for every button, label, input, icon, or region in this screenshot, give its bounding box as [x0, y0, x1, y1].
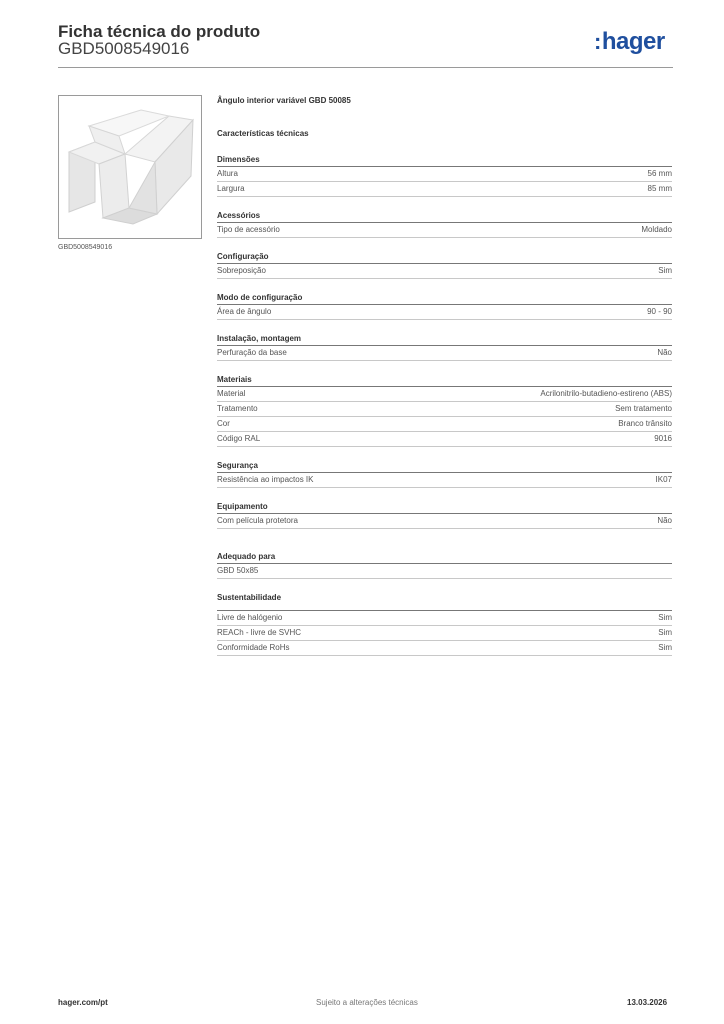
section-sustentabilidade — [217, 592, 672, 656]
spec-label: Conformidade RoHs — [217, 643, 290, 652]
spec-label: Material — [217, 389, 246, 398]
spec-row — [217, 223, 672, 238]
spec-row — [217, 564, 672, 579]
section-equipamento — [217, 501, 672, 529]
product-image-caption: GBD5008549016 — [58, 244, 113, 251]
spec-row — [217, 473, 672, 488]
spec-label: GBD 50x85 — [217, 566, 259, 575]
spec-label: REACh - livre de SVHC — [217, 628, 302, 637]
section-heading: Adequado para — [217, 551, 672, 564]
footer-website-link[interactable]: hager.com/pt — [58, 998, 108, 1007]
spec-row — [217, 514, 672, 529]
product-title: Ângulo interior variável GBD 50085 — [217, 96, 351, 105]
spec-label: Código RAL — [217, 434, 261, 443]
header-divider — [58, 67, 673, 68]
spec-value: Branco trânsito — [618, 419, 672, 428]
spec-row — [217, 417, 672, 432]
spec-value: 85 mm — [647, 184, 672, 193]
spec-row — [217, 641, 672, 656]
product-image — [58, 95, 202, 239]
spec-value: 90 - 90 — [647, 307, 672, 316]
section-heading: Equipamento — [217, 501, 672, 514]
section-heading: Sustentabilidade — [217, 592, 672, 611]
spec-label: Largura — [217, 184, 245, 193]
section-acessorios — [217, 210, 672, 238]
spec-value: Sim — [658, 628, 672, 637]
spec-value: Sim — [658, 266, 672, 275]
spec-row — [217, 387, 672, 402]
section-configuracao — [217, 251, 672, 279]
logo-colon: : — [594, 29, 601, 54]
section-heading: Segurança — [217, 460, 672, 473]
spec-row — [217, 167, 672, 182]
spec-row — [217, 264, 672, 279]
hager-logo[interactable] — [594, 28, 665, 56]
spec-row — [217, 305, 672, 320]
logo-text: hager — [601, 28, 665, 55]
spec-label: Livre de halógenio — [217, 613, 283, 622]
spec-label: Com película protetora — [217, 516, 298, 525]
spec-row — [217, 611, 672, 626]
spec-value: Sem tratamento — [615, 404, 672, 413]
spec-label: Tipo de acessório — [217, 225, 280, 234]
section-heading: Configuração — [217, 251, 672, 264]
spec-label: Tratamento — [217, 404, 258, 413]
spec-row — [217, 346, 672, 361]
section-heading: Materiais — [217, 374, 672, 387]
section-heading: Dimensões — [217, 154, 672, 167]
spec-value: Moldado — [641, 225, 672, 234]
spec-row — [217, 182, 672, 197]
technical-characteristics-heading: Características técnicas — [217, 129, 309, 138]
spec-value: IK07 — [655, 475, 672, 484]
section-heading: Instalação, montagem — [217, 333, 672, 346]
section-adequado-para — [217, 551, 672, 579]
spec-value: Sim — [658, 613, 672, 622]
spec-row — [217, 402, 672, 417]
page-title: Ficha técnica do produto — [58, 22, 261, 41]
section-modo-configuracao — [217, 292, 672, 320]
spec-value: 9016 — [654, 434, 672, 443]
section-dimensoes — [217, 154, 672, 197]
spec-label: Perfuração da base — [217, 348, 287, 357]
spec-value: 56 mm — [647, 169, 672, 178]
footer-date: 13.03.2026 — [627, 998, 668, 1007]
spec-label: Cor — [217, 419, 230, 428]
spec-row — [217, 432, 672, 447]
section-heading: Acessórios — [217, 210, 672, 223]
product-reference: GBD5008549016 — [58, 39, 190, 58]
spec-label: Sobreposição — [217, 266, 266, 275]
spec-label: Altura — [217, 169, 238, 178]
spec-label: Resistência ao impactos IK — [217, 475, 314, 484]
footer-disclaimer: Sujeito a alterações técnicas — [316, 998, 418, 1007]
spec-value: Sim — [658, 643, 672, 652]
product-photo-angle-fitting-icon — [59, 96, 201, 238]
section-materiais — [217, 374, 672, 447]
spec-value: Não — [657, 348, 672, 357]
section-heading: Modo de configuração — [217, 292, 672, 305]
spec-value: Acrilonitrilo-butadieno-estireno (ABS) — [540, 389, 672, 398]
spec-row — [217, 626, 672, 641]
spec-content — [217, 96, 672, 656]
section-seguranca — [217, 460, 672, 488]
spec-value: Não — [657, 516, 672, 525]
section-instalacao — [217, 333, 672, 361]
spec-label: Área de ângulo — [217, 307, 272, 316]
